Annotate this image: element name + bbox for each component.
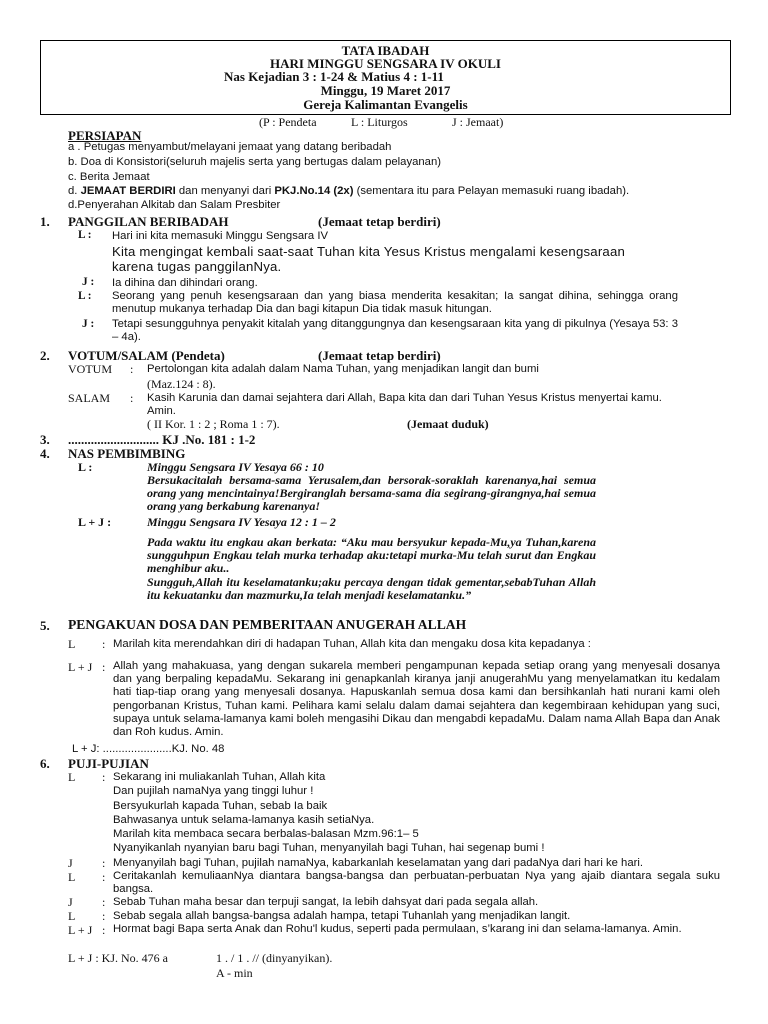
liturgy-line: Hari ini kita memasuki Minggu Sengsara IV — [112, 230, 328, 242]
salam-text: Kasih Karunia dan damai sejahtera dari Allah, Bapa kita dan dari Tuhan Yesus Kristus menyertai kamu. — [147, 392, 662, 404]
hymn-line: L + J: ......................KJ. No. 48 — [72, 743, 225, 755]
scripture-text: Nas Kejadian 3 : 1-24 & Matius 4 : 1-11 — [224, 69, 444, 84]
persiapan-item-b: b. Doa di Konsistori(seluruh majelis serta yang bertugas dalam pelayanan) — [68, 156, 441, 168]
gloria-text: Hormat bagi Bapa serta Anak dan Rohu'l kudus, seperti pada permulaan, s’karang ini dan selama-lamanya. Amin. — [113, 923, 682, 935]
legend-liturgos: L : Liturgos — [351, 115, 408, 129]
section-note: (Jemaat duduk) — [407, 417, 489, 431]
church-name: Gereja Kalimantan Evangelis — [303, 97, 468, 112]
psalm-line: Marilah kita membaca secara berbalas-balasan Mzm.96:1– 5 — [113, 828, 419, 840]
section-number: 4. — [40, 446, 50, 461]
doc-title: TATA IBADAH — [341, 43, 430, 58]
colon: : — [102, 909, 106, 923]
colon: : — [102, 637, 106, 651]
psalm-line: Menyanyilah bagi Tuhan, pujilah namaNya, kabarkanlah keselamatan yang dari padaNya dari hari ke hari. — [113, 857, 644, 869]
colon: : — [102, 870, 106, 884]
psalm-line: Sebab Tuhan maha besar dan terpuji sangat, Ia lebih dahsyat dari pada segala allah. — [113, 896, 539, 908]
hymn-line: L + J : KJ. No. 476 a — [68, 951, 168, 965]
singing-notes: 1 . / 1 . // (dinyanyikan). — [216, 951, 333, 965]
colon: : — [102, 770, 106, 784]
persiapan-item-d: d. JEMAAT BERDIRI dan menyanyi dari PKJ.No.14 (2x) (sementara itu para Pelayan memasuki ruang ibadah). — [68, 185, 630, 197]
liturgy-line: Tetapi sesungguhnya penyakit kitalah yang ditanggungnya dan kesengsaraan kita yang di pikulnya (Yesaya 53: 3 – 4a). — [112, 318, 678, 344]
psalm-line: Sebab segala allah bangsa-bangsa adalah hampa, tetapi Tuhanlah yang menjadikan langit. — [113, 910, 571, 922]
role-label: L + J — [68, 660, 93, 674]
psalm-line: Sekarang ini muliakanlah Tuhan, Allah kita — [113, 771, 326, 783]
psalm-line: Dan pujilah namaNya yang tinggi luhur ! — [113, 785, 314, 797]
section-title: PANGGILAN BERIBADAH — [68, 214, 229, 229]
colon: : — [102, 923, 106, 937]
role-label: J : — [82, 276, 95, 288]
section-title: PUJI-PUJIAN — [68, 756, 149, 771]
section-title: VOTUM/SALAM (Pendeta) — [68, 348, 225, 363]
role-label: L : — [78, 460, 93, 474]
service-date: Minggu, 19 Maret 2017 — [320, 83, 451, 98]
section-note: (Jemaat tetap berdiri) — [318, 214, 441, 229]
salam-amin: Amin. — [147, 405, 176, 417]
role-label: L — [68, 637, 76, 651]
persiapan-item-a: a . Petugas menyambut/melayani jemaat yang datang beribadah — [68, 141, 392, 153]
section-title: PENGAKUAN DOSA DAN PEMBERITAAN ANUGERAH ALLAH — [68, 617, 467, 632]
psalm-line: Bahwasanya untuk selama-lamanya kasih setiaNya. — [113, 814, 375, 826]
scripture-heading: Minggu Sengsara IV Yesaya 66 : 10 — [147, 460, 324, 474]
liturgy-line: Marilah kita merendahkan diri di hadapan Tuhan, Allah kita dan mengaku dosa kita kepadanya : — [113, 638, 591, 650]
psalm-line: Nyanyikanlah nyanyian baru bagi Tuhan, menyanyilah bagi Tuhan, hai segenap bumi ! — [113, 842, 545, 854]
section-title: NAS PEMBIMBING — [68, 446, 186, 461]
legend-pendeta: (P : Pendeta — [259, 115, 317, 129]
role-label: L : — [78, 229, 92, 241]
votum-label: VOTUM — [68, 362, 112, 376]
psalm-line: Bersyukurlah kapada Tuhan, sebab Ia baik — [113, 800, 328, 812]
section-number: 3. — [40, 432, 50, 447]
section-number: 2. — [40, 348, 50, 363]
scripture-text: Sungguh,Allah itu keselamatanku;aku percaya dengan tidak gementar,sebabTuhan Allah itu kekuatanku dan mazmurku,Ia telah menjadi keselamatanku.” — [147, 575, 596, 603]
section-number: 6. — [40, 756, 50, 771]
salam-reference: ( II Kor. 1 : 2 ; Roma 1 : 7). — [147, 417, 280, 431]
persiapan-item-e: d.Penyerahan Alkitab dan Salam Presbiter — [68, 199, 281, 211]
colon: : — [130, 362, 134, 376]
role-label: L : — [78, 290, 92, 302]
role-label: J — [68, 856, 73, 870]
service-name: HARI MINGGU SENGSARA IV OKULI — [270, 56, 501, 71]
role-label: L — [68, 909, 76, 923]
colon: : — [102, 660, 106, 674]
scripture-text: Bersukacitalah bersama-sama Yerusalem,dan bersorak-soraklah karenanya,hai semua orang yang mencintainya!Bergiranglah bersama-sama dia segirang-girangnya,hai semua orang yang berkabung karenanya! — [147, 473, 596, 514]
title-box — [40, 40, 731, 115]
scripture-text: Pada waktu itu engkau akan berkata: “Aku mau bersyukur kepada-Mu,ya Tuhan,karena sungguhpun Engkau telah murka terhadap aku:tetapi murka-Mu telah surut dan Engkau menghibur aku.. — [147, 535, 596, 576]
votum-text: Pertolongan kita adalah dalam Nama Tuhan, yang menjadikan langit dan bumi — [147, 363, 539, 375]
role-label: J — [68, 895, 73, 909]
role-label: L — [68, 770, 76, 784]
liturgy-line: Seorang yang penuh kesengsaraan dan yang biasa menderita kesakitan; Ia sangat dihina, sehingga orang menutup mukanya terhadap Dia dan bagi kitapun Dia tidak masuk hitungan. — [112, 290, 678, 316]
section-number: 1. — [40, 214, 50, 229]
role-label: J : — [82, 318, 95, 330]
persiapan-heading: PERSIAPAN — [68, 128, 142, 143]
confession-prayer: Allah yang mahakuasa, yang dengan sukarela memberi pengampunan kepada setiap orang yang menyesali dosanya dan yang berpaling kepadaMu. Sekarang ini genapkanlah kiranya janji anugerahMu yang menyelamatkan itu kedalam hati tiap-tiap orang yang menyesali dosanya. Hapuskanlah semua dosa kami dan bersihkanlah hati nurani kami oleh pengorbanan Kristus, Tuhan kami. Pelihara kami selalu dalam damai sejahtera dan kegembiraan kehidupan yang suci, supaya untuk selama-lamanya kami boleh mengasihi Dikau dan mengabdi kepadaMu. Dalam nama Allah Bapa dan Anak dan Roh kudus. Amin. — [113, 660, 720, 739]
role-label: L + J — [68, 923, 93, 937]
hymn-line: ............................ KJ .No. 181 : 1-2 — [68, 432, 256, 447]
role-label: L + J : — [78, 515, 112, 529]
colon: : — [102, 856, 106, 870]
colon: : — [102, 895, 106, 909]
section-number: 5. — [40, 618, 50, 633]
colon: : — [130, 391, 134, 405]
votum-reference: (Maz.124 : 8). — [147, 377, 216, 391]
role-label: L — [68, 870, 76, 884]
scripture-heading: Minggu Sengsara IV Yesaya 12 : 1 – 2 — [147, 515, 336, 529]
salam-label: SALAM — [68, 391, 111, 405]
liturgy-line: Kita mengingat kembali saat-saat Tuhan kita Yesus Kristus mengalami kesengsaraan — [112, 244, 626, 259]
section-note: (Jemaat tetap berdiri) — [318, 348, 441, 363]
liturgy-line: karena tugas panggilanNya. — [112, 259, 282, 274]
legend-jemaat: J : Jemaat) — [452, 115, 504, 129]
liturgy-line: Ia dihina dan dihindari orang. — [112, 277, 258, 289]
amen-line: A - min — [216, 966, 253, 980]
psalm-line: Ceritakanlah kemuliaanNya diantara bangsa-bangsa dan perbuatan-perbuatan Nya yang ajaib diantara segala suku bangsa. — [113, 870, 720, 896]
persiapan-item-c: c. Berita Jemaat — [68, 171, 150, 183]
